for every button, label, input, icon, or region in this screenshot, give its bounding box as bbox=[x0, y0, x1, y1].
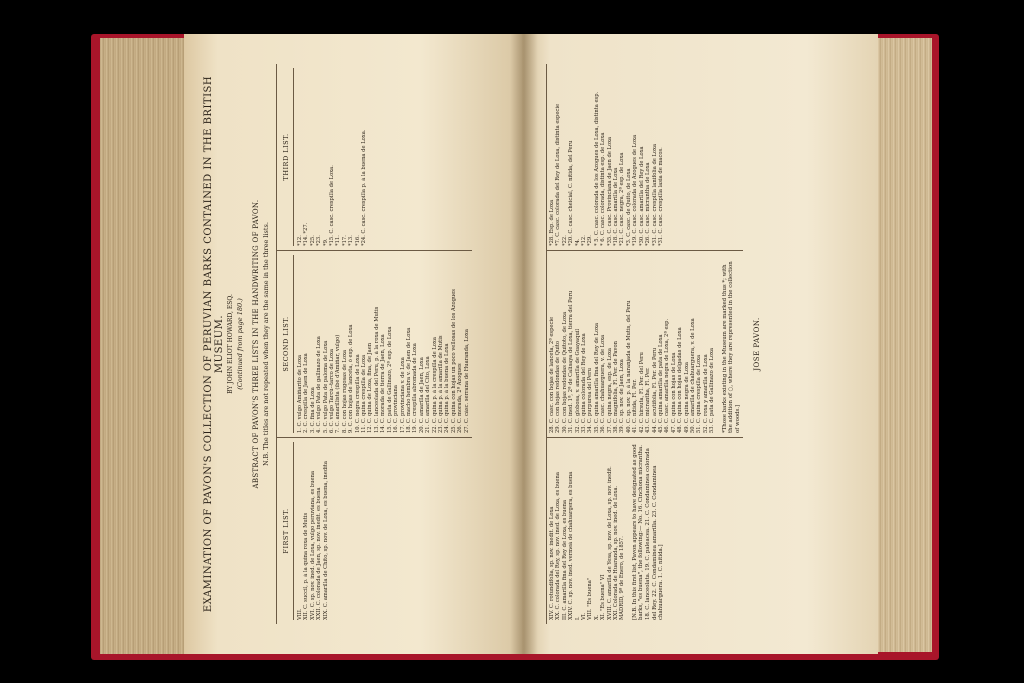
list-entry: XIX. C. amarilla de Chito, sp. nov. de Loxa, es buena, inedita bbox=[322, 461, 329, 620]
list-entry: 30. C. con hojas redondas de Quitoto, de Loxa bbox=[561, 311, 568, 433]
list-entry: 24. C. quina p. á la buena de Loxa bbox=[444, 343, 451, 433]
list-entry: XII. C. succil, p. á la quina roxa de Mutis bbox=[303, 512, 310, 620]
list-entry: *16. bbox=[354, 235, 361, 246]
list-entry: *26. C. casc. micrantha de Loxa bbox=[645, 162, 652, 246]
list-entry: XIV. C. rotundifolia, sp. nov. inedit. de Loxa bbox=[549, 506, 555, 620]
list-entry: *29. bbox=[587, 235, 594, 246]
list-entry: 52. C. roxa y amarilla de Loxa bbox=[702, 354, 709, 433]
list-entry: X. bbox=[593, 614, 600, 620]
right-page bbox=[522, 34, 878, 654]
list-entry: 12. C. quina de Loxa, fina, de Jaen bbox=[367, 342, 374, 433]
nb-note: N.B. The titles are not repeated when they are the same in the three lists. bbox=[262, 222, 270, 466]
list-entry: III. C. amarilla fina del Rey de Loxa, es buena bbox=[561, 499, 568, 620]
first-list-column-continued bbox=[547, 437, 743, 624]
first-list-column bbox=[277, 437, 472, 624]
list-entry: 50. C. amarilla de chahuarguera, v. de Loxa bbox=[689, 318, 696, 433]
list-entry: 8. C. con hojas rugosas de Loxa bbox=[341, 349, 348, 433]
list-entry: 42. C. hirsuta, Fl. Per. del Peru bbox=[638, 352, 645, 433]
list-entry: * 5. C. casc. colorada de los Azogues de Loxa, distinta esp. bbox=[593, 91, 600, 246]
list-entry: 46. C. casc. amarilla negra de Loxa, 2ª esp. bbox=[664, 318, 671, 433]
list-entry: 34. C. purpurea del Peru bbox=[587, 368, 594, 433]
list-entry: 11. C. quina crespilla de Loxa bbox=[361, 354, 368, 433]
page-edges-right bbox=[872, 38, 932, 652]
list-entry: *14. *27. bbox=[303, 222, 310, 246]
list-entry: VIII. "Es buena" bbox=[587, 577, 594, 620]
list-entry: 3. C. fina de Loxa bbox=[309, 387, 316, 433]
list-entry: *22. bbox=[561, 235, 568, 246]
list-entry: *23. bbox=[316, 235, 323, 246]
list-entry: *24. C. casc. crespilla p. á la buena de Loxa. bbox=[361, 129, 368, 246]
list-entry: 37. C. quina negra, esp. de Loxa bbox=[606, 348, 613, 433]
list-entry: 38. C. magnifolia, Fl. Per. de Pavon bbox=[613, 341, 620, 433]
article-author: BY JOHN ELIOT HOWARD, ESQ. bbox=[227, 294, 234, 394]
museum-footnote: *Those barks existing in the Museum are marked thus *; with the addition of ○, where they are represented in the collection of woods.] bbox=[721, 261, 741, 433]
list-entry: 16. C. provinciana bbox=[393, 385, 400, 433]
list-entry: 31. C. ined. 1ª, 2ª de Calisaya de Loxa, tierra del Peru bbox=[568, 290, 575, 433]
second-list-column-continued bbox=[547, 250, 743, 437]
lists-table bbox=[276, 64, 472, 624]
list-entry: *17. bbox=[341, 235, 348, 246]
list-entry: XXI. Colorada de Huaranda, sp. nov. ined. de Loxa. bbox=[613, 485, 620, 620]
list-entry: XVIII. C. amarilla de Yesa, sp. nov. de Loxa, sp. nov. inedit. bbox=[606, 466, 613, 620]
list-entry: 17. C. provinciana v. de Loxa bbox=[399, 357, 406, 433]
list-entry: 2. C. crespilla de Jaen de Loxa bbox=[303, 353, 310, 433]
list-entry: *28. Esp. de Loxa bbox=[549, 199, 555, 246]
list-entry: *12. bbox=[581, 235, 588, 246]
second-list-entries-continued bbox=[549, 255, 716, 433]
list-entry: *4. bbox=[574, 238, 581, 246]
list-entry: VIII. bbox=[297, 608, 303, 620]
list-entry: 44. C. acutifolia, Fl. Per. de Peru bbox=[651, 347, 658, 433]
list-entry: 26. C. morada, 2ª Azogues bbox=[457, 363, 464, 433]
third-list-entries-continued bbox=[549, 68, 664, 246]
abstract-heading: ABSTRACT OF PAVON'S THREE LISTS IN THE HANDWRITING OF PAVON. bbox=[252, 199, 260, 489]
second-list-entries bbox=[297, 255, 470, 433]
list-entry: 41. C. nitida, Fl. Per. bbox=[632, 379, 639, 433]
lists-table-continued bbox=[546, 64, 743, 624]
list-entry: 9. C. con hojas de lanceta, ó esp. de Loxa bbox=[348, 324, 355, 433]
list-entry: 5. C. vulgo Pata de paloma de Loxa bbox=[322, 340, 329, 433]
list-entry: MADRID, 9ª de Enero, de 1857. bbox=[619, 536, 626, 620]
list-entry: 7. C. amarillista (ibé d'Amiñar, vulgo) bbox=[335, 334, 342, 433]
list-entry: 43. C. micrantha, Fl. Per. bbox=[645, 367, 652, 433]
list-entry: *11. bbox=[335, 235, 342, 246]
list-entry: XX. C. colorada del Rey, sp. nov. ined. de Loxa, es buena bbox=[555, 472, 562, 620]
list-entry: 18. C. macho hembra v. de Jaen de Loxa bbox=[405, 327, 412, 433]
left-page bbox=[184, 34, 522, 654]
list-entry: 35. C. quina amarilla fina del Rey de Loxa bbox=[593, 322, 600, 433]
list-entry: 48. C. quina con hojas delgadas de Loxa bbox=[677, 327, 684, 433]
left-page-content bbox=[203, 64, 503, 624]
list-entry: 49. C. quina negra de Loxa bbox=[683, 362, 690, 433]
first-list-entries-continued bbox=[549, 442, 626, 620]
book-gutter bbox=[510, 34, 538, 654]
list-entry: 6. C. vulgo Tarcú--tarco de Loxa bbox=[329, 348, 336, 433]
list-entry: 25. C. quina con hojas un poco vellosas de los Azogues bbox=[450, 289, 457, 433]
list-entry: *13. bbox=[348, 235, 355, 246]
right-page-content bbox=[540, 64, 860, 624]
third-list-column bbox=[277, 64, 472, 250]
list-entry: 51. C. quina crespilla de Loxa bbox=[696, 354, 703, 433]
list-entry: *19. C. casc. colorada de Azogues de Loxa bbox=[632, 134, 639, 246]
list-entry: *20. C. casc. cheicial, C. nitida, del Peru bbox=[568, 140, 575, 246]
list-entry: *25. bbox=[309, 235, 316, 246]
list-entry: I. bbox=[574, 616, 581, 620]
list-entry: 1. C. vulgo Amiñarito de Loxa bbox=[297, 354, 303, 433]
list-entry: VI. bbox=[581, 612, 588, 620]
list-entry: 13. C. lanceolada del Peru, p. á la roxa de Mutis bbox=[373, 306, 380, 433]
list-entry: 36. C. casc. chahuarguera, v. de Loxa bbox=[600, 334, 607, 433]
list-entry: XI. "Es buena" VI bbox=[600, 574, 607, 620]
list-entry: 29. C. con hojas redondas de Quito bbox=[555, 340, 562, 433]
second-list-header: SECOND LIST. bbox=[279, 255, 294, 433]
first-list-header: FIRST LIST. bbox=[279, 442, 294, 620]
article-title: EXAMINATION OF PAVON'S COLLECTION OF PERUVIAN BARKS CONTAINED IN THE BRITISH MUSEUM. bbox=[203, 75, 225, 613]
page-edges-left bbox=[100, 38, 186, 654]
list-entry: *15. C. casc. crespilla de Loxa. bbox=[329, 165, 336, 246]
list-entry: XXIV. C. sp. nov. ined. vermeá de chahuargera, es buena bbox=[568, 471, 575, 620]
list-entry: *30. C. casc. amarilla del Rey de Loxa bbox=[638, 146, 645, 246]
list-entry: *7. C. casc. colorada del Rey de Loxa, distinta especie bbox=[555, 103, 562, 246]
list-entry: *12. bbox=[297, 235, 303, 246]
third-list-header: THIRD LIST. bbox=[279, 68, 294, 246]
list-entry: 10. C. negra crespilla de Loxa bbox=[354, 354, 361, 433]
list-entry: 22. C. quina p. á la crespilla de Loxa bbox=[431, 337, 438, 433]
list-entry: 45. C. quina amarilla de pata de Loxa bbox=[657, 334, 664, 433]
list-entry: *31. C. casc. crespilla lasia de macos. bbox=[657, 147, 664, 246]
list-entry: *31. C. casc. crespilla lanifolia de Loxa bbox=[651, 143, 658, 246]
list-entry: 14. C. morada de tierra de Jaen, Loxa bbox=[380, 334, 387, 433]
list-entry: 53. C. pata de Gallinazo de Loxa bbox=[709, 347, 716, 433]
list-entry: 19. C. crespilla abromada de Loxa bbox=[412, 343, 419, 433]
list-entry: *35. C. casc. Provinciana de Jaen de Loxa bbox=[606, 136, 613, 246]
list-entry: *18. C. casc. amarilla de Loxa bbox=[613, 167, 620, 246]
third-list-entries bbox=[297, 68, 367, 246]
list-entry: 40. C. sp. nov. p. á la naranjada de Mutis, del Peru bbox=[625, 300, 632, 433]
third-list-column-continued bbox=[547, 64, 743, 250]
list-entry: 47. C. quina con hojas de Loxa bbox=[670, 352, 677, 433]
list-entry: *9. bbox=[322, 238, 329, 246]
list-entry: * 6. C. casc. colorada, distinta esp. de Loxa bbox=[600, 132, 607, 246]
list-entry: 4. C. vulgo Pata de gallinazo de Loxa bbox=[316, 336, 323, 433]
list-entry: *3. C. casc. de Quito, de Loxa bbox=[625, 168, 632, 246]
continued-note: (Continued from page 180.) bbox=[236, 298, 244, 390]
list-entry: 27. C. cásc. serrana de Huaranda, Loxa bbox=[463, 329, 470, 433]
list-entry: 23. C. quina p. á la amarilla de Mutis bbox=[437, 335, 444, 433]
list-entry: XXII. C. colorada de Jaen, sp. nov. inedit. es buena bbox=[316, 487, 323, 620]
list-entry: 28. C. casc. con hojas de lanceta, 2ª especie bbox=[549, 316, 555, 433]
first-list-note: [N.B. In this first list, Pavon appears to have designated as good barks, "es buena", the following:— No. 16. Cinchona micrantha. 18. C. lanceolata. 19. C. paleacea. 21. C. Condaminea colorada del Rey. 22. C. Condaminea amarilla. 23. C. Condaminea chahuarguera. 1. C. nitida.] bbox=[631, 444, 665, 620]
list-entry: 15. C. pata de Gallinazo, 2ª esp. de Loxa bbox=[386, 326, 393, 433]
list-entry: XVI. C. sp. nov. ined. de Loxa, vulgo peruviana, es buena bbox=[309, 470, 316, 620]
second-list-column bbox=[277, 250, 472, 437]
list-entry: 20. C. amarilla de Jaen, Loxa bbox=[418, 357, 425, 433]
list-entry: 33. C. quina colorada del Rey de Loxa bbox=[581, 333, 588, 433]
first-list-entries bbox=[297, 442, 329, 620]
signature: JOSE PAVON. bbox=[753, 317, 762, 371]
list-entry: *21. C. casc. negra, 2ª esp. de Loxa bbox=[619, 152, 626, 246]
list-entry: 21. C. amarilla del Cito, Loxa bbox=[425, 356, 432, 433]
list-entry: 39. C. sp. nov. de Jaen, Loxa bbox=[619, 359, 626, 433]
list-entry: 32. C. globosa, v. amarilla de Guayaquil bbox=[574, 328, 581, 433]
